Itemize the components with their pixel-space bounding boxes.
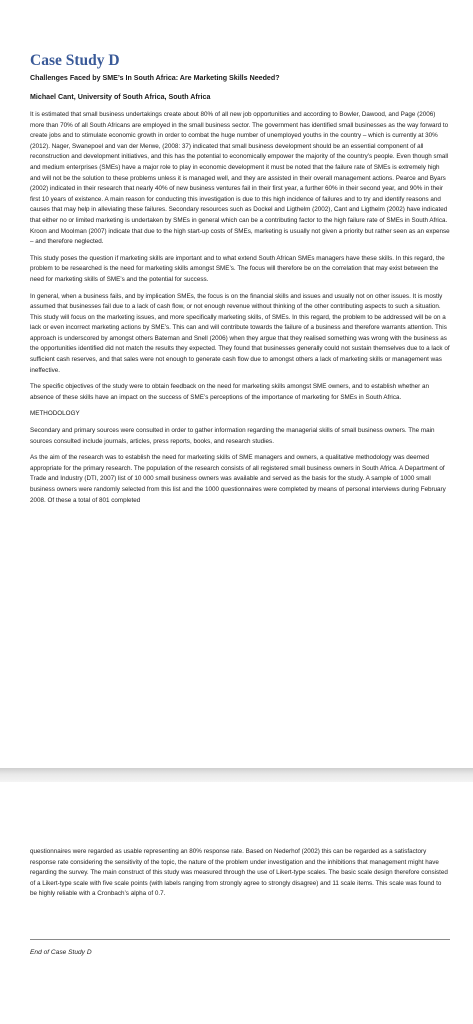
page-1-content <box>30 52 450 512</box>
paragraph-objectives: The specific objectives of the study were to obtain feedback on the need for marketing skills amongst SME owners, and to establish whether an absence of these skills have an impact on the success of SME’s perceptions of the importance of marketing for SMEs in South Africa. <box>30 383 430 401</box>
paragraph-sample: As the aim of the research was to establish the need for marketing skills of SME managers and owners, a qualitative methodology was deemed appropriate for the primary research. The population of the research consists of all registered small business owners in South Africa. A Department of Trade and Industry (DTI, 2007) list of 10 000 small business owners was available and served as the basis for the study. A sample of 1000 small business owners were randomly selected from this list and the 1000 questionnaires were completed by means of personal interviews during February 2008. Of these a total of 801 completed <box>30 454 446 504</box>
methodology-heading: METHODOLOGY <box>30 410 80 418</box>
page-separator <box>0 768 473 782</box>
page-2 <box>0 782 473 1024</box>
paragraph-question: This study poses the question if marketing skills are important and to what extend South African SMEs managers have these skills. In this regard, the problem to be researched is the need for marketing skills amongst SME’s. The focus will therefore be on the correlation that may exist between the need for marketing skills of SME’s and the potential for success. <box>30 254 445 283</box>
case-study-title: Case Study D <box>30 52 120 69</box>
page-2-content <box>30 847 450 906</box>
author-line: Michael Cant, University of South Africa, South Africa <box>30 93 211 101</box>
paragraph-intro: It is estimated that small business undertakings create about 80% of all new job opportunities and according to Bowler, Dawood, and Page (2006) more than 70% of all South Africans are employed in the small business sector. The government has identified small businesses as the way forward to create jobs and to stimulate economic growth in order to combat the huge number of unemployed youths in the country – which is currently at 30% (2012). Nager, Swanepoel and van der Merwe, (2008: 37) indicated that small business development should be an essential component of all reconstruction and development initiatives, and this has the potential to economically empower the majority of the country’s people. Even though small and medium enterprises (SMEs) have a major role to play in economic development it must be noted that the failure rate of SMEs is extremely high and will not be the solution to these problems unless it is managed well, and they are assisted in their overall management actions. Pearce and Byars (2002) indicated in their research that nearly 40% of new business ventures fail in their first year, a further 60% in their second year, and 90% in their first 10 years of existence. A main reason for conducting this investigation is due to this high incidence of failures and to try and identify reasons and causes that may help in alleviating these failures. Secondary resources such as Dockel and Ligthelm (2002), Cant and Ligthelm (2002) have indicated that either no or limited marketing is undertaken by SMEs in general which can be a contributing factor to the high failure rate of SMEs in South Africa. Kroon and Moolman (2007) indicate that due to the high start-up costs of SMEs, marketing is usually not given a priority but rather seen as an expense – and therefore neglected. <box>30 111 450 246</box>
paragraph-continuation: questionnaires were regarded as usable representing an 80% response rate. Based on Nederhof (2002) this can be regarded as a satisfactory response rate considering the sensitivity of the topic, the nature of the problem under investigation and the inhibitions that management might have regarding the survey. The main construct of this study was measured through the use of Likert-type scales. The basic scale design therefore consisted of a Likert-type scale with five scale points (with labels ranging from strongly agree to strongly disagree) and 11 scale items. This scale was found to be highly reliable with a Cronbach’s alpha of 0.7. <box>30 848 448 898</box>
end-divider <box>30 939 450 940</box>
paragraph-focus: In general, when a business fails, and by implication SMEs, the focus is on the financial skills and issues and usually not on other issues. It is mostly assumed that businesses fail due to a lack of cash flow, or not enough revenue without thinking of the other contributing aspects to such a situation. This study will focus on the marketing issues, and more specifically marketing skills, of SMEs. In this regard, the problem to be addressed will be on a lack or even incorrect marketing actions by SME’s. This can and will contribute towards the failure of a business and therefore warrants attention. This approach is underscored by amongst others Bateman and Snell (2006) when they argue that they realised something was wrong with the business as the opportunities identified did not match the results they expected. They found that businesses generally could not sustain themselves due to a lack of sufficient cash reserves, and that sales were not enough to generate cash flow due to amongst others a lack of marketing skills or management was ineffective. <box>30 292 450 374</box>
paragraph-sources: Secondary and primary sources were consulted in order to gather information regarding the managerial skills of small business owners. The main sources consulted include journals, articles, press reports, books, and research studies. <box>30 427 435 445</box>
end-note: End of Case Study D <box>30 949 92 956</box>
case-study-subtitle: Challenges Faced by SME’s In South Africa: Are Marketing Skills Needed? <box>30 74 280 82</box>
